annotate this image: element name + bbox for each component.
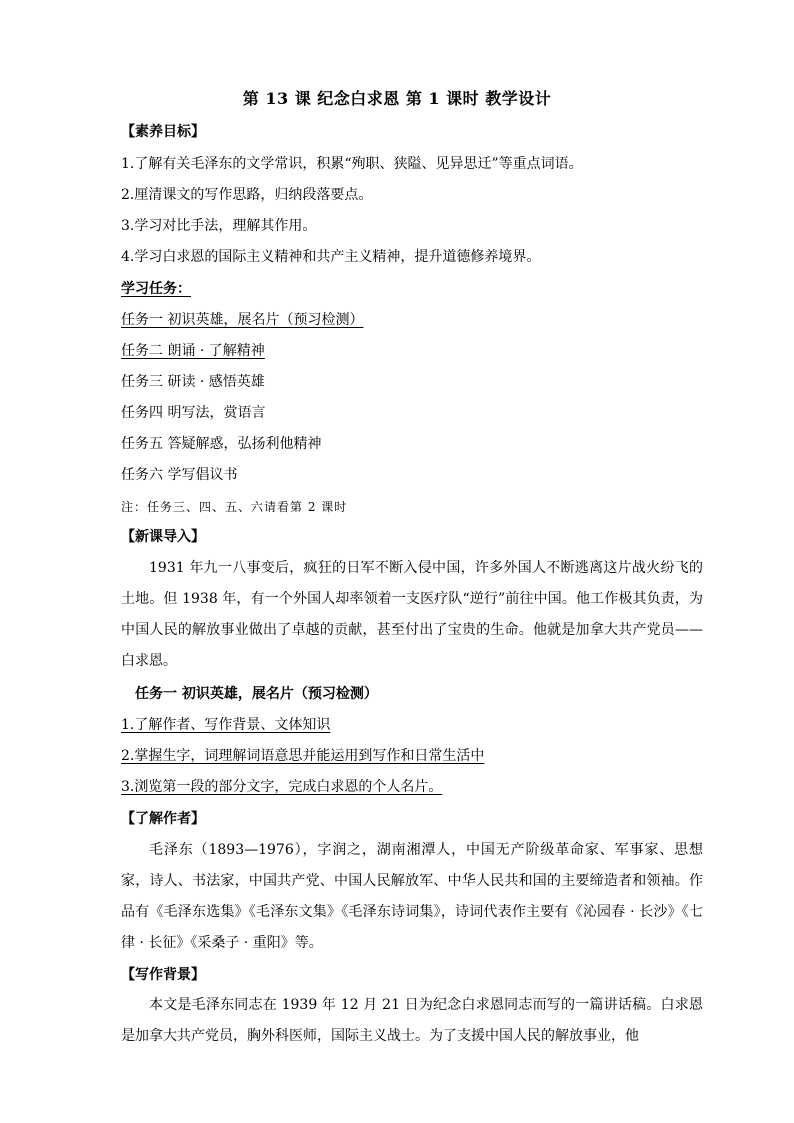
task1-item: 2.掌握生字，词理解词语意思并能运用到写作和日常生活中 bbox=[121, 748, 485, 764]
background-heading: 【写作背景】 bbox=[121, 967, 205, 983]
task1-item: 3.浏览第一段的部分文字，完成白求恩的个人名片。 bbox=[121, 779, 443, 795]
goal-item: 1.了解有关毛泽东的文学常识，积累“殉职、狭隘、见异思迁”等重点词语。 bbox=[121, 156, 583, 172]
task-item: 任务三 研读 · 感悟英雄 bbox=[121, 374, 265, 390]
task1-heading: 任务一 初识英雄，展名片（预习检测） bbox=[135, 686, 378, 702]
goals-heading: 【素养目标】 bbox=[121, 124, 205, 140]
task-item: 任务五 答疑解惑，弘扬利他精神 bbox=[121, 436, 322, 452]
background-paragraph: 本文是毛泽东同志在 1939 年 12 月 21 日为纪念白求恩同志而写的一篇讲话稿。白求恩是加拿大共产党员，胸外科医师，国际主义战士。为了支援中国人民的解放事业，他 bbox=[121, 997, 703, 1044]
goal-item: 3.学习对比手法，理解其作用。 bbox=[121, 218, 317, 234]
task-item: 任务四 明写法，赏语言 bbox=[121, 405, 266, 421]
intro-paragraph: 1931 年九一八事变后，疯狂的日军不断入侵中国，许多外国人不断逃离这片战火纷飞的土地。但 1938 年，有一个外国人却率领着一支医疗队“逆行”前往中国。他工作极其负责，为中国人民的解放事业做出了卓越的贡献，甚至付出了宝贵的生命。他就是加拿大共产党员——白求恩。 bbox=[121, 560, 703, 669]
document-title: 第 13 课 纪念白求恩 第 1 课时 教学设计 bbox=[242, 89, 552, 108]
tasks-heading: 学习任务： bbox=[121, 281, 191, 297]
author-paragraph: 毛泽东（1893—1976），字润之，湖南湘潭人，中国无产阶级革命家、军事家、思想家，诗人、书法家，中国共产党、中国人民解放军、中华人民共和国的主要缔造者和领袖。作品有《毛泽东选集》《毛泽东文集》《毛泽东诗词集》，诗词代表作主要有《沁园春 · 长沙》《七律 · 长征》《采桑子 · 重阳》等。 bbox=[121, 842, 703, 951]
task-item: 任务一 初识英雄，展名片（预习检测） bbox=[121, 312, 364, 328]
intro-heading: 【新课导入】 bbox=[121, 529, 205, 545]
goal-item: 4.学习白求恩的国际主义精神和共产主义精神，提升道德修养境界。 bbox=[121, 249, 541, 265]
task1-item: 1.了解作者、写作背景、文体知识 bbox=[121, 717, 331, 733]
task-item: 任务二 朗诵 · 了解精神 bbox=[121, 343, 265, 359]
task-item: 任务六 学写倡议书 bbox=[121, 467, 238, 483]
author-heading: 【了解作者】 bbox=[121, 811, 205, 827]
lesson-note: 注：任务三、四、五、六请看第 2 课时 bbox=[121, 500, 348, 514]
goal-item: 2.厘清课文的写作思路，归纳段落要点。 bbox=[121, 187, 373, 203]
